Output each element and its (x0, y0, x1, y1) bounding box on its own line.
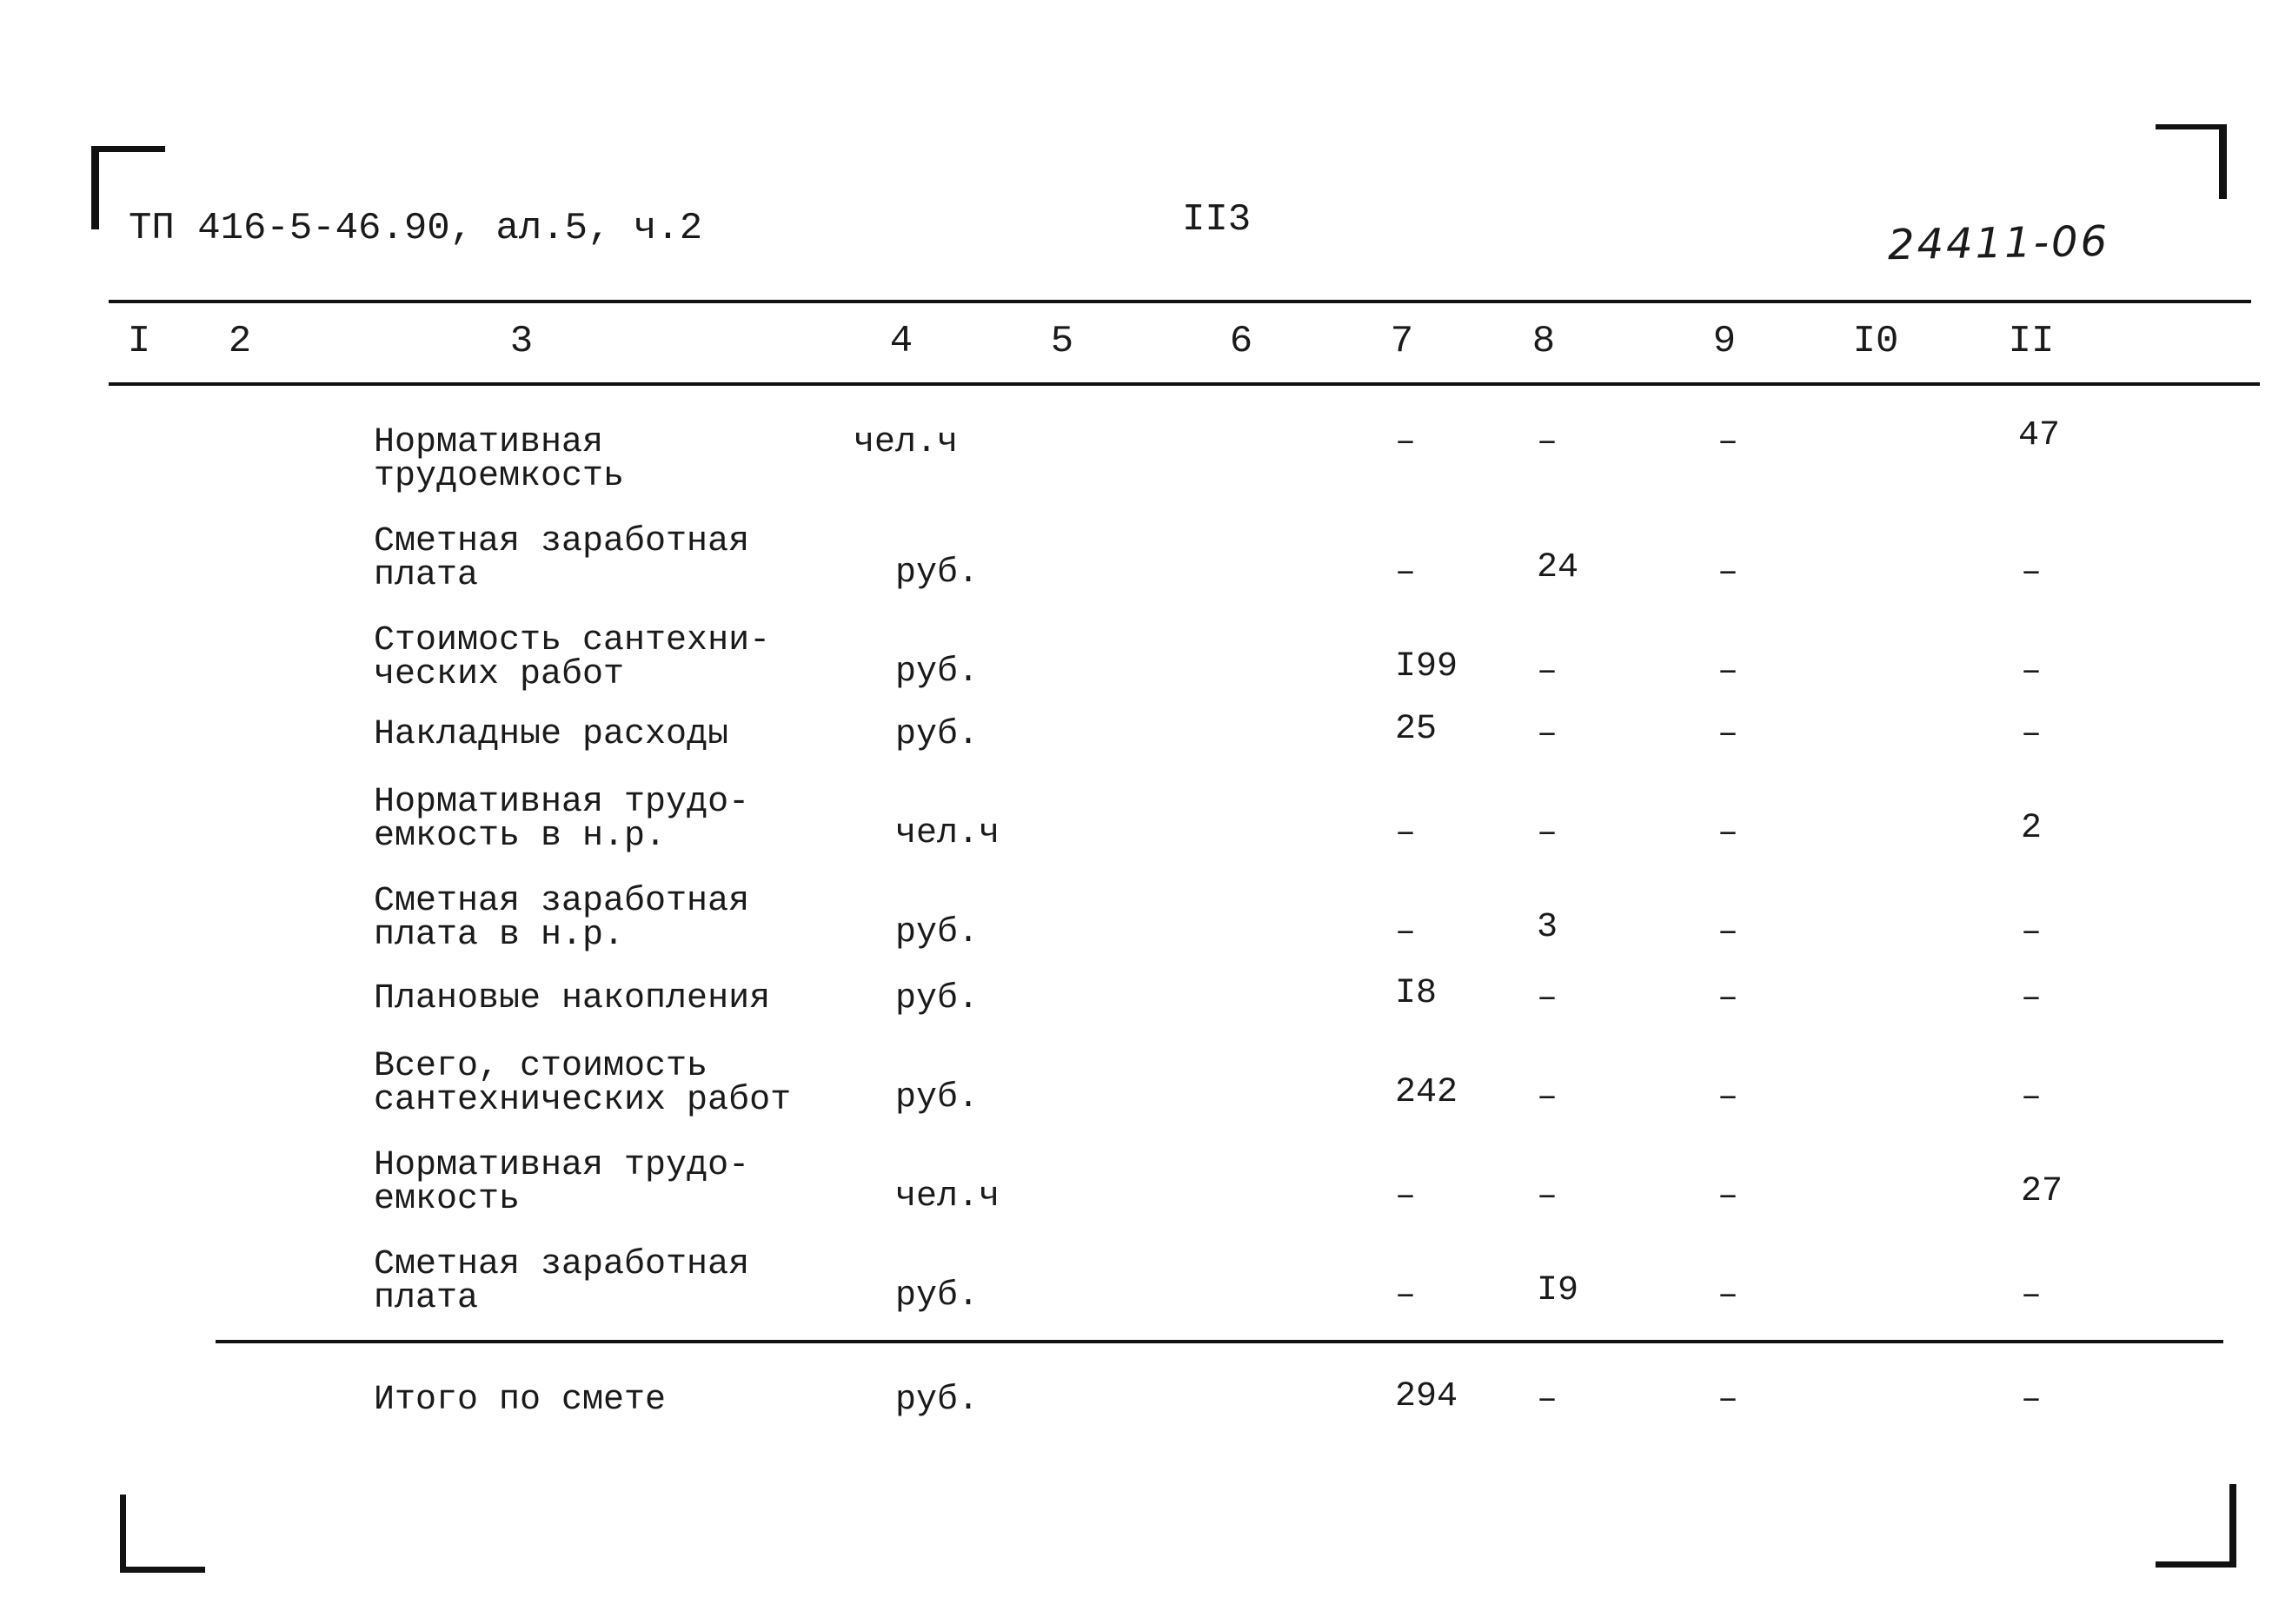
row-col8: – (1537, 979, 1558, 1018)
row-col7: – (1395, 423, 1417, 462)
row-unit: чел.ч (854, 423, 959, 462)
row-col11: 47 (2018, 416, 2061, 455)
row-col8: – (1537, 653, 1558, 692)
total-col9: – (1717, 1381, 1739, 1420)
row-unit: руб. (895, 553, 980, 593)
column-number: I0 (1852, 320, 1899, 363)
table-top-rule (109, 300, 2251, 303)
handwritten-number: 24411-06 (1887, 216, 2110, 270)
row-col9: – (1717, 715, 1739, 754)
row-col7: – (1395, 913, 1417, 952)
total-separator-rule (216, 1340, 2223, 1343)
row-unit: руб. (895, 715, 980, 754)
row-col11: 2 (2021, 809, 2043, 848)
row-description: Нормативная трудоемкость (374, 423, 625, 496)
column-number: 5 (1050, 320, 1074, 363)
corner-mark-bottom-left (120, 1495, 126, 1573)
row-description: Сметная заработная плата (374, 522, 750, 595)
row-col7: 25 (1395, 710, 1438, 749)
column-number: 8 (1531, 320, 1556, 363)
row-col9: – (1717, 1177, 1739, 1216)
column-number: 9 (1712, 320, 1737, 363)
row-col7: 242 (1395, 1073, 1458, 1112)
row-col11: – (2021, 1276, 2043, 1316)
row-col7: – (1395, 553, 1417, 593)
total-col11: – (2021, 1381, 2043, 1420)
total-description: Итого по смете (374, 1381, 667, 1420)
row-description: Стоимость сантехни- ческих работ (374, 621, 771, 694)
row-col9: – (1717, 553, 1739, 593)
row-col9: – (1717, 1276, 1739, 1316)
column-number: 2 (228, 320, 252, 363)
row-col9: – (1717, 423, 1739, 462)
row-col8: – (1537, 814, 1558, 853)
total-unit: руб. (895, 1381, 980, 1420)
column-number: 4 (889, 320, 913, 363)
corner-mark-bottom-right (2229, 1484, 2236, 1568)
row-description: Всего, стоимость сантехнических работ (374, 1047, 792, 1120)
row-col7: I99 (1395, 647, 1458, 686)
row-description: Нормативная трудо- емкость (374, 1146, 750, 1219)
row-col11: – (2021, 979, 2043, 1018)
row-col8: – (1537, 1177, 1558, 1216)
row-description: Сметная заработная плата (374, 1245, 750, 1318)
row-description: Плановые накопления (374, 979, 771, 1018)
corner-mark-top-left (91, 146, 99, 229)
row-col7: – (1395, 1177, 1417, 1216)
row-col9: – (1717, 814, 1739, 853)
row-unit: руб. (895, 979, 980, 1018)
row-unit: руб. (895, 913, 980, 952)
row-description: Сметная заработная плата в н.р. (374, 882, 750, 955)
corner-mark-bottom-left-bar (120, 1567, 205, 1573)
row-col8: – (1537, 423, 1558, 462)
row-col7: I8 (1395, 974, 1438, 1013)
row-col8: – (1537, 1078, 1558, 1117)
row-col11: – (2021, 653, 2043, 692)
corner-mark-top-right-bar (2156, 124, 2227, 129)
column-number: 6 (1229, 320, 1253, 363)
row-unit: руб. (895, 1078, 980, 1117)
row-col9: – (1717, 913, 1739, 952)
column-number: II (2008, 320, 2055, 363)
row-col11: – (2021, 553, 2043, 593)
total-col8: – (1537, 1381, 1558, 1420)
row-col11: – (2021, 1078, 2043, 1117)
row-col7: – (1395, 814, 1417, 853)
row-col11: – (2021, 715, 2043, 754)
corner-mark-bottom-right-bar (2156, 1561, 2236, 1568)
row-col11: – (2021, 913, 2043, 952)
row-description: Нормативная трудо- емкость в н.р. (374, 783, 750, 856)
corner-mark-top-left-bar (91, 146, 165, 152)
column-number: I (127, 320, 151, 363)
row-col8: 24 (1537, 548, 1579, 587)
column-number: 7 (1390, 320, 1414, 363)
corner-mark-top-right (2219, 124, 2227, 199)
row-unit: руб. (895, 1276, 980, 1316)
row-unit: руб. (895, 653, 980, 692)
total-col7: 294 (1395, 1377, 1458, 1416)
page-number: II3 (1182, 198, 1252, 242)
row-col7: – (1395, 1276, 1417, 1316)
row-col9: – (1717, 1078, 1739, 1117)
row-unit: чел.ч (895, 1177, 1000, 1216)
column-number: 3 (509, 320, 534, 363)
row-col8: I9 (1537, 1271, 1579, 1310)
document-code: ТП 416-5-46.90, ал.5, ч.2 (129, 207, 703, 250)
row-unit: чел.ч (895, 814, 1000, 853)
row-col9: – (1717, 979, 1739, 1018)
table-header-rule (109, 382, 2260, 386)
row-col8: 3 (1537, 908, 1558, 947)
row-description: Накладные расходы (374, 715, 729, 754)
row-col11: 27 (2021, 1172, 2063, 1211)
row-col9: – (1717, 653, 1739, 692)
row-col8: – (1537, 715, 1558, 754)
